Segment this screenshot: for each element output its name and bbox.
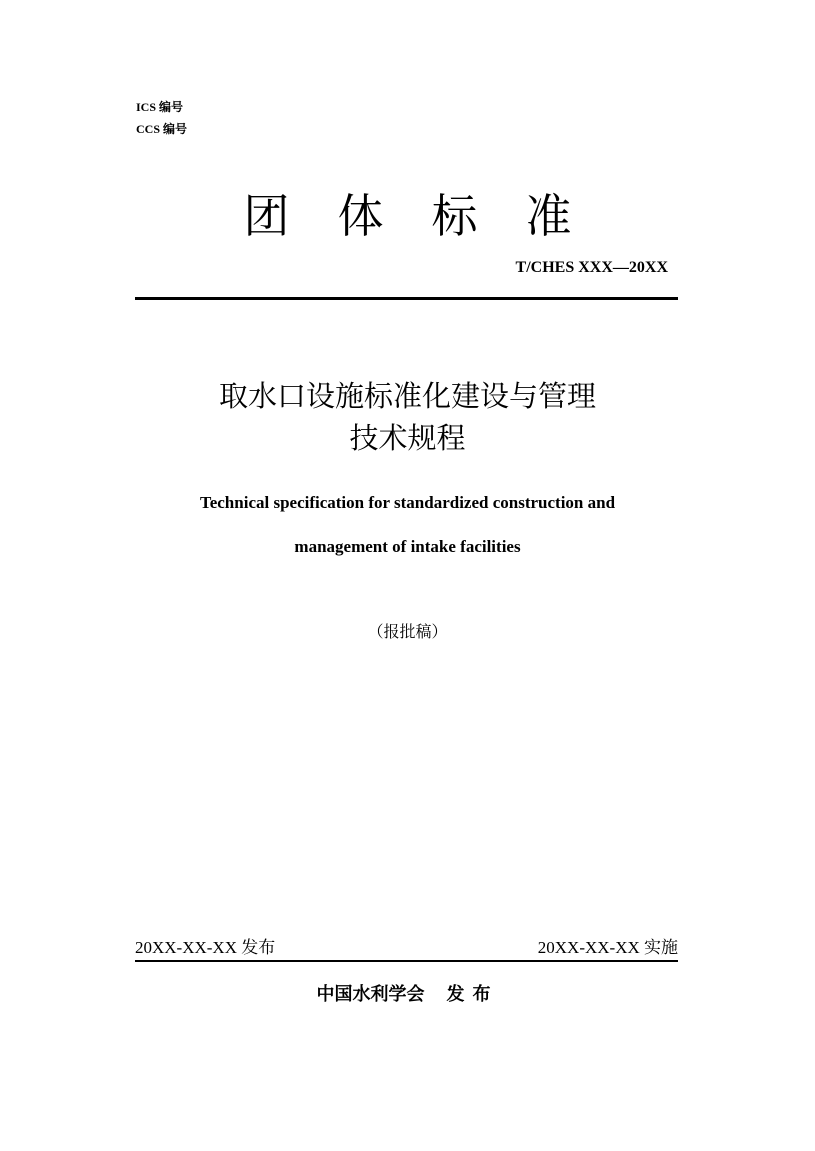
publisher-name: 中国水利学会 <box>316 984 425 1005</box>
header-divider <box>135 297 678 300</box>
chinese-title-line-1: 取水口设施标准化建设与管理 <box>218 379 596 413</box>
publisher-action: 发布 <box>446 984 499 1005</box>
date-divider <box>135 960 678 962</box>
ccs-code-label: CCS 编号 <box>136 122 188 136</box>
english-title-line-1: Technical specification for standardized construction and <box>199 493 616 512</box>
date-bar <box>135 937 678 963</box>
english-title-line-2: management of intake facilities <box>294 537 521 556</box>
chinese-title-line-2: 技术规程 <box>349 421 466 455</box>
ics-code-label: ICS 编号 <box>136 100 184 114</box>
implement-date: 20XX-XX-XX 实施 <box>537 938 678 957</box>
standard-number: T/CHES XXX—20XX <box>515 259 668 276</box>
standard-type-heading: 团体标准 <box>243 189 620 243</box>
publish-date: 20XX-XX-XX 发布 <box>135 938 276 957</box>
publisher-line <box>0 983 815 1007</box>
draft-status: （报批稿） <box>367 622 448 641</box>
